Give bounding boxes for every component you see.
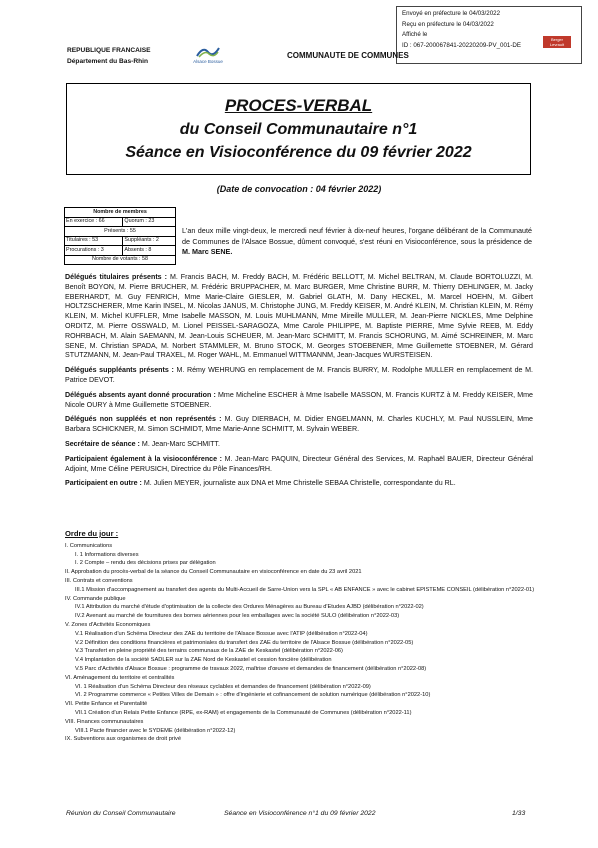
agenda-item: VIII.1 Pacte financier avec le SYDEME (délibération n°2022-12) <box>75 727 236 734</box>
title-box <box>66 83 531 175</box>
members-suppleants: Suppléants : 2 <box>123 236 176 246</box>
agenda-item: VII. Petite Enfance et Parentalité <box>65 701 148 708</box>
doc-subtitle: du Conseil Communautaire n°1 <box>179 121 418 138</box>
agenda-item: V.5 Parc d'Activités d'Alsace Bossue : programme de travaux 2022, maîtrise d'œuvre et demandes de financement (délibération n°2022-08) <box>75 665 427 672</box>
members-table <box>64 207 176 265</box>
agenda-item: IV.2 Avenant au marché de fournitures des bornes aériennes pour les emballages avec la société SULO (délibération n°2022-03) <box>75 613 400 620</box>
agenda-item: V.2 Définition des conditions financières et patrimoniales du transfert des ZAE du territoire de l'Alsace Bossue (délibération n°2022-05) <box>75 639 414 646</box>
section-secretaire: Secrétaire de séance : M. Jean-Marc SCHMITT. <box>65 439 220 448</box>
agenda-item: VIII. Finances communautaires <box>65 718 144 725</box>
agenda-item: IV.1 Attribution du marché d'étude d'optimisation de la collecte des Ordures Ménagères au Bureau d'Etudes AJBD (délibération n°2022-02) <box>75 604 424 611</box>
agenda-list <box>65 542 545 744</box>
stamp-sent: Envoyé en préfecture le 04/03/2022 <box>402 10 501 17</box>
members-absents: Absents : 8 <box>123 246 176 256</box>
section-procurations: Délégués absents ayant donné procuration : Mme Micheline ESCHER à Mme Isabelle MASSON, M. Francis KURTZ à M. Freddy KEISER, Mme Nicole OURY à Mme Guillemette STOEBNER. <box>65 390 533 409</box>
agenda-item: V.4 Implantation de la société SADLER sur la ZAE Nord de Keskastel et cession foncière (délibération <box>75 657 332 664</box>
agenda-item: VI. Aménagement du territoire et centralités <box>65 674 175 681</box>
agenda-item: I. 2 Compte – rendu des décisions prises par délégation <box>75 560 216 567</box>
department-label: Département du Bas-Rhin <box>67 58 148 65</box>
page-number: 1/33 <box>512 810 526 817</box>
logo-icon <box>195 44 221 59</box>
stamp-posted: Affiché le <box>402 31 428 39</box>
footer-center: Séance en Visioconférence n°1 du 09 février 2022 <box>224 810 376 817</box>
agenda-item: V.3 Transfert en pleine propriété des terrains communaux de la ZAE de Keskastel (délibération n°2022-06) <box>75 648 343 655</box>
members-titulaires: Titulaires : 53 <box>65 236 123 246</box>
section-en-outre: Participaient en outre : M. Julien MEYER, journaliste aux DNA et Mme Christelle SEBAA Christelle, correspondante du RL. <box>65 479 456 488</box>
berger-levrault-logo: Berger Levrault <box>543 36 571 48</box>
republic-label: REPUBLIQUE FRANCAISE <box>67 47 151 54</box>
doc-title: PROCES-VERBAL <box>224 96 373 115</box>
agenda-item: III.1 Mission d'accompagnement au transfert des agents du Multi-Accueil de Sarre-Union vers la SPL « AB ENFANCE » avec le cabinet EPISTEME CONSEIL (délibération n°2022-01) <box>75 586 535 593</box>
agenda-item: I. Communications <box>65 542 113 549</box>
convocation-date: (Date de convocation : 04 février 2022) <box>216 184 382 194</box>
members-en-exercice: En exercice : 66 <box>65 217 123 227</box>
agenda-heading: Ordre du jour : <box>65 529 119 538</box>
agenda-item: I. 1 Informations diverses <box>75 551 139 558</box>
alsace-bossue-logo <box>183 44 233 64</box>
agenda-item: II. Approbation du procès-verbal de la séance du Conseil Communautaire en visioconférence en date du 23 avril 2021 <box>65 569 362 576</box>
members-votants: Nombre de votants : 58 <box>65 255 176 265</box>
members-quorum: Quorum : 23 <box>123 217 176 227</box>
agenda-item: VI. 2 Programme commerce « Petites Villes de Demain » : offre d'ingénierie et cofinancement de solution numérique (délibération n°2022-10) <box>75 692 431 699</box>
section-suppleants: Délégués suppléants présents : M. Rémy WEHRUNG en remplacement de M. Francis BURRY, M. Rodolphe MULLER en remplacement de M. Patrice DEVOT. <box>65 366 533 384</box>
stamp-received: Reçu en préfecture le 04/03/2022 <box>402 20 494 28</box>
agenda <box>65 530 545 744</box>
agenda-item: III. Contrats et conventions <box>65 577 133 584</box>
stamp-id: ID : 067-200067841-20220209-PV_001-DE <box>402 41 522 49</box>
agenda-item: VI. 1 Réalisation d'un Schéma Directeur des réseaux cyclables et demandes de financement (délibération n°2022-09) <box>75 683 371 690</box>
header-left <box>67 45 151 67</box>
section-participants: Participaient également à la visioconférence : M. Jean-Marc PAQUIN, Directeur Général des Services, M. Raphaël BAUER, Directeur Général Adjoint, Mme Céline PERUSICH, Directrice du Pôle Finances/RH. <box>65 454 533 473</box>
prefecture-stamp <box>396 6 582 64</box>
section-non-representes: Délégués non suppléés et non représentés : M. Guy DIERBACH, M. Didier ENGELMANN, M. Charles KUCHLY, M. Paul NUSSLEIN, Mme Barbara SCHICKNER, M. Simon SCHMIDT, Mme Marie-Anne SCHMITT, M. Sylvain WEBER. <box>65 415 533 434</box>
members-procurations: Procurations : 3 <box>65 246 123 256</box>
session-title: Séance en Visioconférence du 09 février 2022 <box>125 144 472 161</box>
section-titulaires: Délégués titulaires présents : M. Francis BACH, M. Freddy BACH, M. Frédéric BELLOTT, M. Michel BELTRAN, M. Claude BORTOLUZZI, M. Benoît BOYON, M. Pierre BRUCHER, M. Frédéric BRUPPACHER, M. Marc BURGER, Mme Christine BURR, M. Thierry DEHLINGER, M. Jacky EBERHARDT, M. Guy FENRICH, Mme Marie-Claire GIESLER, M. Gabriel GLATH, M. Dany HECKEL, M. Marcel HOEHN, M. Gilbert HOLTZSCHERER, Mme Karin INSEL, M. Nicolas JANUS, M. Christophe JUNG, M. Freddy KEISER, M. André KLEIN, M. Christian KLEIN, M. Rémy KLEIN, M. Michel KUFFLER, Mme Isabelle MASSON, M. Louis MUHLMANN, Mme Mireille MULLER, M. Jean-Pierre NICKLES, Mme Delphine ORDITZ, M. Pierre OSSWALD, M. Lionel PEISSEL-SARAGOZA, Mme Carole PHILIPPE, M. Baptiste PIERRE, Mme Sylvie REEB, M. Eddy ROHRBACH, M. Alain SAEMANN, M. Jean-Louis SCHEUER, M. Jean-Marc SCHMITT, M. Francis SCHORUNG, M. Aimé SCHREINER, M. Marc SENE, M. Christian SPADA, M. Norbert STAMMLER, M. Bruno STOCK, M. Georges STOEBENER, Mme Guillemette STOEBNER, M. Gérard STUTZMANN, M. Jean-Paul TRAXEL, M. Roger WAHL, M. Emmanuel WITTMANNM, Jean-Jacques WURSTEISEN. <box>65 273 534 360</box>
community-name: COMMUNAUTE DE COMMUNES <box>287 51 409 60</box>
attendance-sections <box>65 273 533 494</box>
intro-paragraph: L'an deux mille vingt-deux, le mercredi neuf février à dix-neuf heures, l'organe délibérant de la Communauté de Communes de l'Alsace Bossue, dûment convoqué, s'est réuni en Visioconférence, sous la présidence de M. Marc SENE. <box>182 226 532 257</box>
agenda-item: V. Zones d'Activités Economiques <box>65 621 151 628</box>
agenda-item: VII.1 Création d'un Relais Petite Enfance (RPE, ex-RAM) et engagements de la Communauté de Communes (délibération n°2022-11) <box>75 709 412 716</box>
footer-left: Réunion du Conseil Communautaire <box>66 810 176 817</box>
agenda-item: IV. Commande publique <box>65 595 126 602</box>
agenda-item: V.1 Réalisation d'un Schéma Directeur des ZAE du territoire de l'Alsace Bossue avec l'ATIP (délibération n°2022-04) <box>75 630 368 637</box>
president-name: M. Marc SENE. <box>182 247 233 257</box>
logo-caption: Alsace Bossue <box>193 59 223 64</box>
members-presents: Présents : 55 <box>65 227 176 237</box>
members-heading: Nombre de membres <box>65 208 176 218</box>
agenda-item: IX. Subventions aux organismes de droit privé <box>65 736 182 743</box>
